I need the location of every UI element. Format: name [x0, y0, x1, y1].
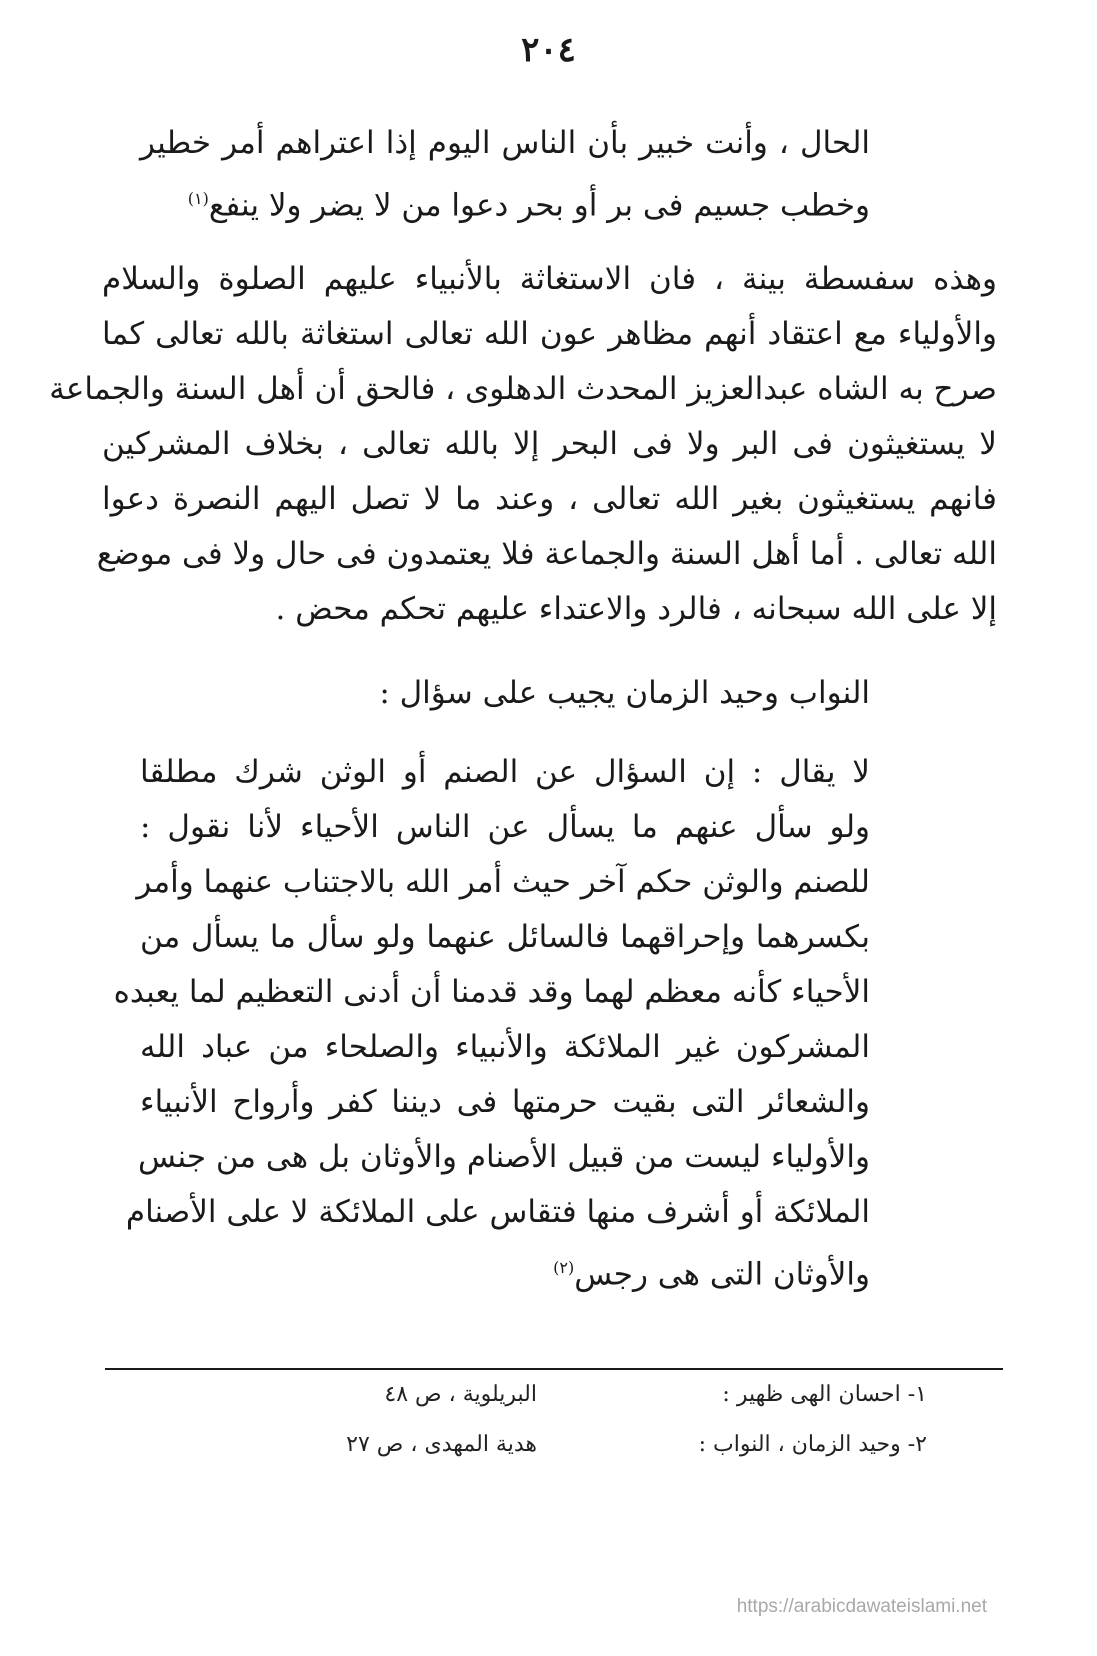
text-line: فانهم يستغيثون بغير الله تعالى ، وعند ما لا تصل اليهم النصرة دعوا [102, 481, 997, 517]
text-line [140, 1240, 870, 1295]
text-line: صرح به الشاه عبدالعزيز المحدث الدهلوى ، فالحق أن أهل السنة والجماعة [49, 371, 997, 407]
paragraph-2 [49, 252, 997, 637]
text-line: الله تعالى . أما أهل السنة والجماعة فلا يعتمدون فى حال ولا فى موضع [96, 536, 997, 572]
text-line-content: والأوثان التى هى رجس [574, 1256, 870, 1293]
text-line: ولو سأل عنهم ما يسأل عن الناس الأحياء لأنا نقول : [140, 809, 870, 845]
paragraph-1 [140, 116, 870, 226]
text-line: وهذه سفسطة بينة ، فان الاستغاثة بالأنبياء عليهم الصلوة والسلام [102, 261, 997, 297]
text-line: والأولياء مع اعتقاد أنهم مظاهر عون الله تعالى استغاثة بالله تعالى كما [102, 316, 997, 352]
heading-text: النواب وحيد الزمان يجيب على سؤال : [379, 675, 870, 711]
page-number: ٢٠٤ [521, 30, 576, 70]
footnote-marker: (٢) [553, 1258, 575, 1277]
text-line-content: وخطب جسيم فى بر أو بحر دعوا من لا يضر ولا ينفع [208, 187, 870, 224]
footnote-1-author: ١- احسان الهى ظهير : [722, 1382, 927, 1407]
text-line: بكسرهما وإحراقهما فالسائل عنهما ولو سأل ما يسأل من [140, 919, 870, 955]
paragraph-3 [113, 745, 870, 1295]
footnote-1-source: البريلوية ، ص ٤٨ [384, 1382, 537, 1407]
text-line: والأولياء ليست من قبيل الأصنام والأوثان بل هى من جنس [137, 1139, 870, 1175]
section-heading [140, 666, 870, 721]
watermark-url: https://arabicdawateislami.net [736, 1596, 987, 1617]
text-line: الأحياء كأنه معظم لهما وقد قدمنا أن أدنى التعظيم لما يعبده [113, 974, 870, 1010]
text-line: والشعائر التى بقيت حرمتها فى ديننا كفر وأرواح الأنبياء [140, 1084, 870, 1120]
text-line: للصنم والوثن حكم آخر حيث أمر الله بالاجتناب عنهما وأمر [136, 864, 870, 900]
text-line: إلا على الله سبحانه ، فالرد والاعتداء عليهم تحكم محض . [275, 591, 997, 627]
text-line [140, 171, 870, 226]
text-line: الحال ، وأنت خبير بأن الناس اليوم إذا اعتراهم أمر خطير [140, 125, 870, 161]
footnote-2-author: ٢- وحيد الزمان ، النواب : [698, 1432, 927, 1457]
footnote-divider [105, 1368, 1003, 1370]
text-line: الملائكة أو أشرف منها فتقاس على الملائكة لا على الأصنام [125, 1194, 870, 1230]
footnote-marker: (١) [187, 189, 209, 208]
footnote-2-source: هدية المهدى ، ص ٢٧ [346, 1432, 537, 1457]
text-line: لا يستغيثون فى البر ولا فى البحر إلا بالله تعالى ، بخلاف المشركين [102, 426, 997, 462]
text-line: المشركون غير الملائكة والأنبياء والصلحاء من عباد الله [140, 1029, 870, 1065]
text-line: لا يقال : إن السؤال عن الصنم أو الوثن شرك مطلقا [140, 754, 870, 790]
